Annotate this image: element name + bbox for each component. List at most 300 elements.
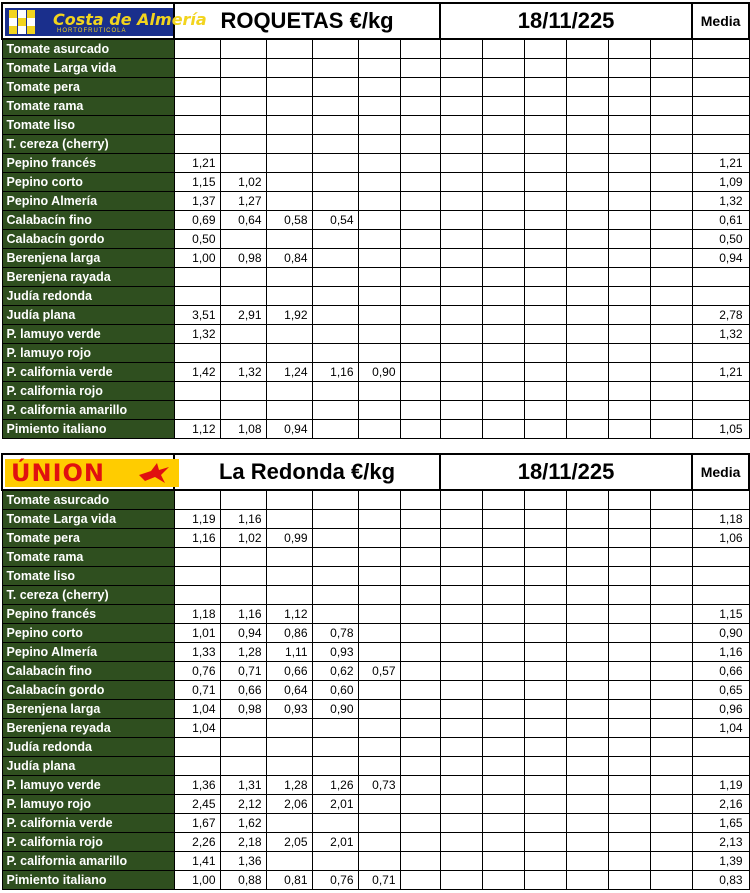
price-cell <box>440 363 482 382</box>
table-date: 18/11/225 <box>440 3 692 39</box>
price-cell <box>440 662 482 681</box>
price-cell <box>608 344 650 363</box>
logo-cell <box>2 3 207 39</box>
price-cell <box>566 719 608 738</box>
media-cell: 0,96 <box>692 700 749 719</box>
price-cell <box>566 268 608 287</box>
table-row <box>2 420 749 439</box>
price-cell <box>440 78 482 97</box>
price-cell <box>312 490 358 510</box>
price-cell <box>220 116 266 135</box>
price-cell <box>524 192 566 211</box>
price-cell <box>358 420 400 439</box>
price-cell: 0,73 <box>358 776 400 795</box>
price-cell: 1,42 <box>174 363 220 382</box>
price-cell <box>608 643 650 662</box>
price-cell <box>650 548 692 567</box>
price-cell <box>524 510 566 529</box>
price-cell: 2,18 <box>220 833 266 852</box>
price-cell <box>358 344 400 363</box>
table-row <box>2 59 749 78</box>
price-cell <box>400 382 440 401</box>
price-cell <box>174 757 220 776</box>
price-cell <box>440 776 482 795</box>
price-cell: 1,36 <box>174 776 220 795</box>
price-cell <box>174 39 220 59</box>
price-cell <box>650 795 692 814</box>
price-cell <box>358 97 400 116</box>
price-cell <box>524 624 566 643</box>
price-cell <box>524 211 566 230</box>
price-cell <box>524 700 566 719</box>
price-cell <box>566 97 608 116</box>
price-cell <box>566 700 608 719</box>
media-cell: 1,19 <box>692 776 749 795</box>
price-cell <box>524 643 566 662</box>
price-cell <box>524 382 566 401</box>
price-cell <box>566 548 608 567</box>
price-cell: 1,37 <box>174 192 220 211</box>
table-row <box>2 529 749 548</box>
table-row <box>2 586 749 605</box>
media-cell <box>692 78 749 97</box>
price-cell: 0,94 <box>266 420 312 439</box>
product-name: Pimiento italiano <box>2 871 174 890</box>
price-cell <box>312 586 358 605</box>
product-name: Berenjena rayada <box>2 268 174 287</box>
price-cell <box>608 567 650 586</box>
price-table <box>1 2 750 439</box>
price-cell <box>608 268 650 287</box>
price-cell <box>400 529 440 548</box>
price-cell <box>174 490 220 510</box>
price-cell <box>312 192 358 211</box>
price-cell <box>524 719 566 738</box>
price-cell <box>524 116 566 135</box>
price-cell: 1,00 <box>174 249 220 268</box>
table-row <box>2 852 749 871</box>
price-cell <box>266 78 312 97</box>
price-cell <box>440 154 482 173</box>
price-cell <box>482 795 524 814</box>
price-cell <box>266 154 312 173</box>
price-cell <box>608 78 650 97</box>
price-cell <box>650 833 692 852</box>
price-cell <box>482 776 524 795</box>
price-cell <box>400 586 440 605</box>
price-cell <box>524 738 566 757</box>
price-cell <box>482 192 524 211</box>
price-cell: 0,98 <box>220 249 266 268</box>
price-cell: 1,62 <box>220 814 266 833</box>
price-cell <box>650 287 692 306</box>
price-cell <box>524 605 566 624</box>
price-cell <box>608 59 650 78</box>
price-cell <box>266 738 312 757</box>
price-cell <box>524 249 566 268</box>
price-cell <box>220 401 266 420</box>
price-cell <box>566 529 608 548</box>
media-cell: 1,21 <box>692 154 749 173</box>
price-cell <box>400 700 440 719</box>
price-cell <box>174 135 220 154</box>
table-row <box>2 154 749 173</box>
price-cell <box>440 757 482 776</box>
media-cell: 0,65 <box>692 681 749 700</box>
price-cell <box>440 39 482 59</box>
price-cell <box>358 78 400 97</box>
media-cell <box>692 548 749 567</box>
price-cell <box>608 548 650 567</box>
price-cell <box>608 135 650 154</box>
media-cell: 1,18 <box>692 510 749 529</box>
price-cell <box>358 757 400 776</box>
price-cell <box>312 567 358 586</box>
price-cell <box>400 363 440 382</box>
price-cell <box>220 230 266 249</box>
price-cell <box>400 192 440 211</box>
table-row <box>2 700 749 719</box>
media-cell <box>692 586 749 605</box>
price-cell: 0,64 <box>266 681 312 700</box>
price-cell <box>524 39 566 59</box>
price-cell: 1,15 <box>174 173 220 192</box>
media-cell <box>692 59 749 78</box>
price-cell <box>482 490 524 510</box>
price-cell: 0,60 <box>312 681 358 700</box>
price-cell <box>650 344 692 363</box>
price-cell <box>524 306 566 325</box>
price-cell <box>400 173 440 192</box>
price-cell <box>266 757 312 776</box>
media-cell <box>692 490 749 510</box>
header-row <box>2 454 749 490</box>
price-cell <box>312 59 358 78</box>
price-cell <box>220 490 266 510</box>
price-cell: 1,31 <box>220 776 266 795</box>
media-cell: 0,61 <box>692 211 749 230</box>
media-cell: 1,04 <box>692 719 749 738</box>
price-cell <box>220 719 266 738</box>
price-cell <box>440 420 482 439</box>
price-cell <box>312 738 358 757</box>
price-cell <box>358 738 400 757</box>
price-cell <box>358 39 400 59</box>
price-cell <box>440 567 482 586</box>
price-cell <box>266 567 312 586</box>
price-cell: 0,64 <box>220 211 266 230</box>
price-cell <box>174 586 220 605</box>
price-cell <box>650 382 692 401</box>
price-cell <box>566 230 608 249</box>
price-cell: 1,16 <box>312 363 358 382</box>
price-cell <box>482 173 524 192</box>
price-cell: 2,01 <box>312 833 358 852</box>
price-cell <box>650 230 692 249</box>
price-cell <box>650 719 692 738</box>
price-cell <box>358 605 400 624</box>
price-cell <box>524 154 566 173</box>
price-cell: 1,04 <box>174 700 220 719</box>
product-name: Tomate pera <box>2 78 174 97</box>
media-cell <box>692 738 749 757</box>
price-cell <box>482 363 524 382</box>
price-cell: 0,69 <box>174 211 220 230</box>
product-name: P. california amarillo <box>2 401 174 420</box>
logo-text: ÚNION <box>11 459 105 487</box>
price-cell: 1,01 <box>174 624 220 643</box>
price-cell <box>312 230 358 249</box>
price-cell <box>566 757 608 776</box>
price-cell <box>400 211 440 230</box>
product-name: Pepino corto <box>2 173 174 192</box>
price-cell <box>482 548 524 567</box>
price-cell <box>608 116 650 135</box>
price-cell <box>650 363 692 382</box>
price-cell <box>524 795 566 814</box>
price-cell: 1,28 <box>220 643 266 662</box>
price-cell <box>220 78 266 97</box>
price-cell <box>400 59 440 78</box>
price-cell <box>440 700 482 719</box>
price-cell <box>174 401 220 420</box>
price-cell <box>608 287 650 306</box>
price-cell <box>358 510 400 529</box>
price-cell <box>174 116 220 135</box>
media-cell: 0,66 <box>692 662 749 681</box>
price-cell <box>358 306 400 325</box>
price-cell <box>524 230 566 249</box>
price-cell <box>482 586 524 605</box>
price-cell <box>400 681 440 700</box>
price-cell <box>440 59 482 78</box>
price-cell <box>566 420 608 439</box>
price-cell <box>650 624 692 643</box>
product-name: Judía redonda <box>2 738 174 757</box>
price-cell <box>358 116 400 135</box>
price-cell <box>650 420 692 439</box>
price-cell <box>524 325 566 344</box>
product-name: P. lamuyo rojo <box>2 795 174 814</box>
logo-cell <box>2 454 174 490</box>
price-cell <box>524 567 566 586</box>
table-row <box>2 662 749 681</box>
price-cell <box>266 401 312 420</box>
price-cell <box>608 586 650 605</box>
table-row <box>2 230 749 249</box>
price-cell <box>524 401 566 420</box>
price-cell <box>566 344 608 363</box>
product-name: P. california verde <box>2 814 174 833</box>
product-name: Tomate liso <box>2 567 174 586</box>
table-row <box>2 39 749 59</box>
product-name: P. california rojo <box>2 833 174 852</box>
price-cell <box>400 490 440 510</box>
price-cell <box>440 116 482 135</box>
table-row <box>2 757 749 776</box>
media-header: Media <box>692 3 749 39</box>
price-cell <box>358 548 400 567</box>
price-cell: 0,98 <box>220 700 266 719</box>
price-cell <box>400 78 440 97</box>
price-cell <box>440 833 482 852</box>
price-cell: 2,06 <box>266 795 312 814</box>
price-cell <box>312 306 358 325</box>
product-name: Tomate asurcado <box>2 490 174 510</box>
price-cell <box>440 738 482 757</box>
price-cell <box>566 287 608 306</box>
price-cell <box>566 116 608 135</box>
price-cell <box>174 567 220 586</box>
price-cell: 0,50 <box>174 230 220 249</box>
table-row <box>2 78 749 97</box>
price-cell: 1,16 <box>220 510 266 529</box>
price-cell <box>650 757 692 776</box>
price-cell: 1,36 <box>220 852 266 871</box>
price-cell <box>220 586 266 605</box>
price-cell <box>608 173 650 192</box>
price-cell <box>482 643 524 662</box>
price-cell <box>482 211 524 230</box>
price-cell <box>566 382 608 401</box>
price-cell <box>312 548 358 567</box>
price-cell: 1,33 <box>174 643 220 662</box>
price-cell <box>608 681 650 700</box>
price-cell <box>440 586 482 605</box>
price-cell <box>482 325 524 344</box>
price-cell <box>482 567 524 586</box>
price-cell: 1,26 <box>312 776 358 795</box>
price-cell <box>524 135 566 154</box>
price-cell: 1,16 <box>220 605 266 624</box>
price-cell <box>312 719 358 738</box>
price-cell <box>650 605 692 624</box>
price-cell <box>358 59 400 78</box>
price-cell: 2,01 <box>312 795 358 814</box>
price-cell <box>312 757 358 776</box>
price-cell <box>358 268 400 287</box>
media-cell: 2,13 <box>692 833 749 852</box>
price-cell <box>174 59 220 78</box>
table-row <box>2 738 749 757</box>
product-name: P. lamuyo verde <box>2 325 174 344</box>
price-cell: 1,92 <box>266 306 312 325</box>
price-cell <box>220 738 266 757</box>
price-cell <box>358 719 400 738</box>
price-cell <box>608 382 650 401</box>
price-cell <box>400 249 440 268</box>
price-cell <box>358 154 400 173</box>
price-cell: 2,26 <box>174 833 220 852</box>
table-row <box>2 306 749 325</box>
price-cell <box>524 59 566 78</box>
price-cell <box>650 643 692 662</box>
price-cell <box>266 173 312 192</box>
media-cell <box>692 401 749 420</box>
price-cell: 0,93 <box>266 700 312 719</box>
price-cell <box>650 116 692 135</box>
price-cell <box>650 567 692 586</box>
price-cell <box>650 154 692 173</box>
price-cell <box>608 871 650 890</box>
price-cell <box>608 852 650 871</box>
table-row <box>2 871 749 890</box>
price-cell <box>266 344 312 363</box>
product-name: Berenjena larga <box>2 700 174 719</box>
product-name: P. lamuyo rojo <box>2 344 174 363</box>
price-cell <box>312 382 358 401</box>
price-cell: 2,45 <box>174 795 220 814</box>
price-cell <box>440 382 482 401</box>
price-cell <box>358 287 400 306</box>
price-cell <box>266 586 312 605</box>
price-cell <box>524 814 566 833</box>
price-cell <box>312 173 358 192</box>
price-cell <box>524 852 566 871</box>
table-row <box>2 681 749 700</box>
price-cell <box>400 567 440 586</box>
price-cell <box>566 567 608 586</box>
price-cell <box>482 605 524 624</box>
product-name: Pepino Almería <box>2 192 174 211</box>
price-cell <box>482 833 524 852</box>
price-cell: 1,02 <box>220 529 266 548</box>
price-cell: 1,08 <box>220 420 266 439</box>
price-cell: 0,66 <box>220 681 266 700</box>
price-cell <box>650 249 692 268</box>
price-cell <box>524 871 566 890</box>
price-cell <box>524 529 566 548</box>
price-cell <box>650 510 692 529</box>
price-cell <box>174 287 220 306</box>
price-cell <box>566 363 608 382</box>
product-name: Calabacín fino <box>2 211 174 230</box>
price-cell <box>482 154 524 173</box>
price-cell <box>482 420 524 439</box>
product-name: Tomate Larga vida <box>2 510 174 529</box>
price-cell <box>358 173 400 192</box>
price-cell <box>608 154 650 173</box>
table-row <box>2 287 749 306</box>
table-row <box>2 173 749 192</box>
price-cell <box>358 795 400 814</box>
price-cell: 1,28 <box>266 776 312 795</box>
price-cell: 0,58 <box>266 211 312 230</box>
product-name: Berenjena larga <box>2 249 174 268</box>
price-cell <box>608 401 650 420</box>
price-cell <box>566 643 608 662</box>
media-cell <box>692 567 749 586</box>
price-cell <box>440 192 482 211</box>
price-cell <box>440 814 482 833</box>
price-cell <box>440 287 482 306</box>
table-row <box>2 490 749 510</box>
price-cell <box>266 719 312 738</box>
price-cell <box>524 97 566 116</box>
price-cell <box>440 268 482 287</box>
price-cell <box>608 325 650 344</box>
price-cell: 1,12 <box>266 605 312 624</box>
price-cell <box>650 776 692 795</box>
price-cell <box>608 776 650 795</box>
price-cell <box>400 39 440 59</box>
price-cell <box>650 871 692 890</box>
price-cell <box>524 548 566 567</box>
price-cell <box>608 605 650 624</box>
price-cell <box>608 39 650 59</box>
price-cell <box>400 154 440 173</box>
price-cell: 1,32 <box>174 325 220 344</box>
